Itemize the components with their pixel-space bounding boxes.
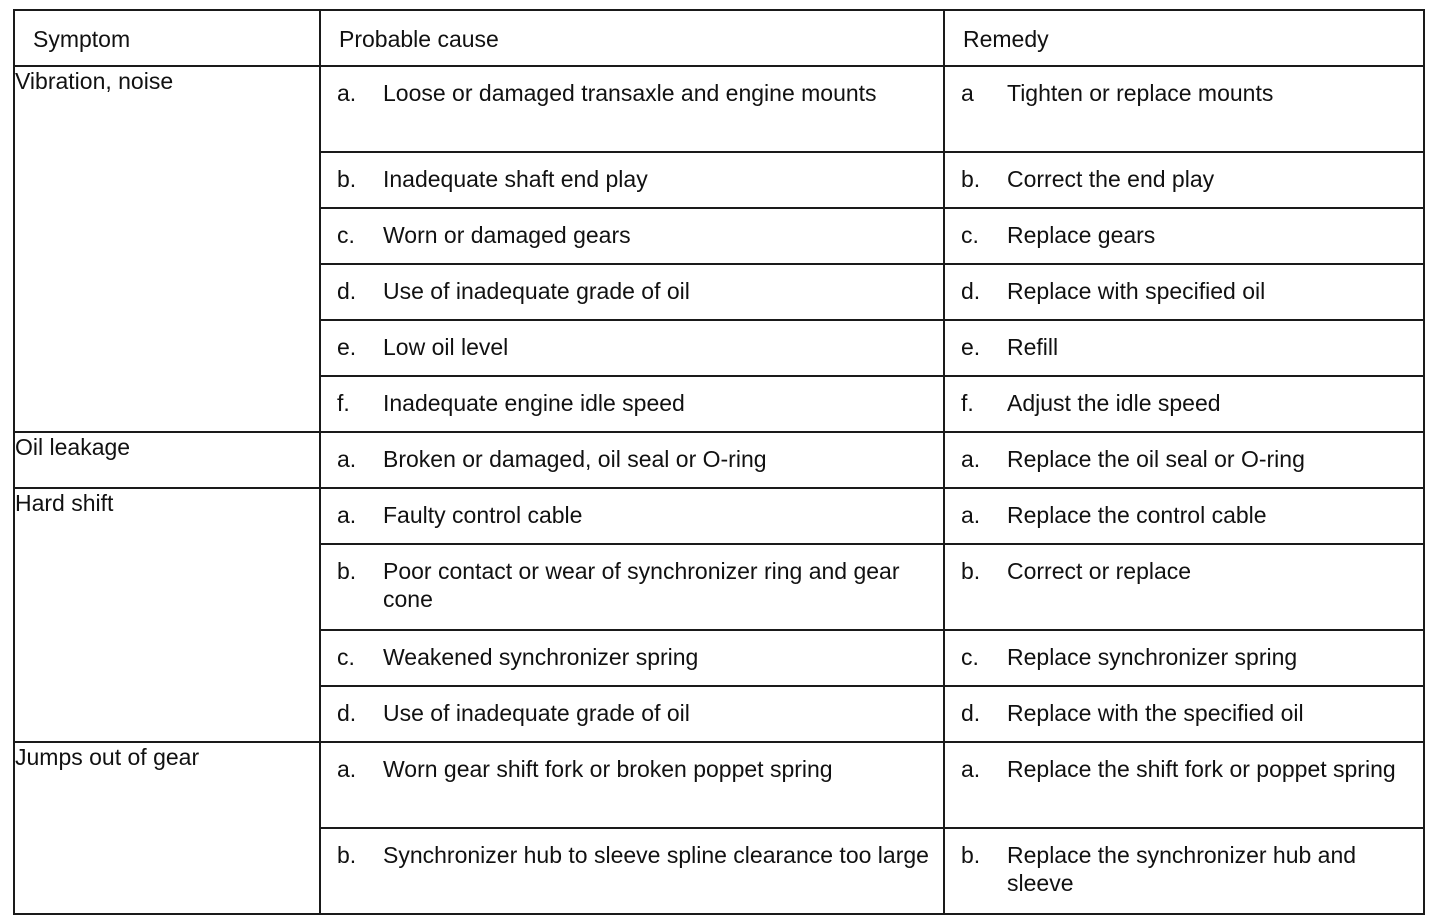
remedy-text: Replace with the specified oil: [1007, 700, 1304, 726]
remedy-cell: [944, 152, 1424, 208]
symptom-cell: Hard shift: [14, 488, 320, 742]
header-symptom: Symptom: [33, 26, 131, 52]
cause-letter: c.: [337, 222, 355, 248]
remedy-cell: [944, 742, 1424, 828]
cause-text: Use of inadequate grade of oil: [383, 700, 690, 726]
remedy-text: Replace the oil seal or O-ring: [1007, 446, 1305, 472]
remedy-text: Tighten or replace mounts: [1007, 80, 1274, 106]
table-row: [14, 66, 1424, 152]
remedy-letter: a.: [961, 756, 981, 782]
cause-cell: [320, 152, 944, 208]
table-row: [14, 742, 1424, 828]
remedy-text: Replace with specified oil: [1007, 278, 1266, 304]
troubleshooting-table: [13, 9, 1425, 915]
cause-cell: [320, 432, 944, 488]
remedy-text: Replace synchronizer spring: [1007, 644, 1298, 670]
table-row: [14, 488, 1424, 544]
cause-cell: [320, 66, 944, 152]
remedy-text: Refill: [1007, 334, 1059, 360]
cause-cell: [320, 488, 944, 544]
remedy-letter: a: [961, 80, 974, 106]
remedy-cell: [944, 208, 1424, 264]
remedy-letter: b.: [961, 842, 981, 868]
cause-text: Synchronizer hub to sleeve spline clearance too large: [383, 842, 929, 868]
header-remedy: Remedy: [963, 26, 1049, 52]
cause-text: Inadequate engine idle speed: [383, 390, 685, 416]
cause-letter: b.: [337, 166, 357, 192]
remedy-letter: b.: [961, 558, 981, 584]
cause-text: Use of inadequate grade of oil: [383, 278, 690, 304]
cause-text: Low oil level: [383, 334, 509, 360]
remedy-cell: [944, 544, 1424, 630]
remedy-letter: c.: [961, 644, 979, 670]
remedy-text: Adjust the idle speed: [1007, 390, 1221, 416]
remedy-text: Replace gears: [1007, 222, 1156, 248]
remedy-cell: [944, 264, 1424, 320]
cause-letter: e.: [337, 334, 357, 360]
remedy-cell: [944, 828, 1424, 914]
remedy-letter: c.: [961, 222, 979, 248]
remedy-letter: a.: [961, 446, 981, 472]
header-cell-cause: [320, 10, 944, 66]
cause-letter: b.: [337, 842, 357, 868]
remedy-cell: [944, 432, 1424, 488]
remedy-letter: e.: [961, 334, 981, 360]
cause-text: Faulty control cable: [383, 502, 583, 528]
cause-letter: f.: [337, 390, 350, 416]
remedy-letter: b.: [961, 166, 981, 192]
remedy-cell: [944, 630, 1424, 686]
cause-letter: d.: [337, 278, 357, 304]
cause-text: Poor contact or wear of synchronizer ring and gear cone: [383, 558, 900, 612]
cause-cell: [320, 630, 944, 686]
cause-cell: [320, 828, 944, 914]
cause-letter: c.: [337, 644, 355, 670]
cause-cell: [320, 544, 944, 630]
symptom-cell: Jumps out of gear: [14, 742, 320, 914]
symptom-cell: Oil leakage: [14, 432, 320, 488]
remedy-letter: d.: [961, 700, 981, 726]
cause-letter: a.: [337, 756, 357, 782]
cause-cell: [320, 742, 944, 828]
cause-text: Inadequate shaft end play: [383, 166, 648, 192]
header-probable-cause: Probable cause: [339, 26, 499, 52]
remedy-text: Correct the end play: [1007, 166, 1215, 192]
header-cell-symptom: [14, 10, 320, 66]
remedy-cell: [944, 66, 1424, 152]
cause-cell: [320, 320, 944, 376]
cause-letter: a.: [337, 446, 357, 472]
cause-cell: [320, 376, 944, 432]
remedy-cell: [944, 488, 1424, 544]
remedy-cell: [944, 320, 1424, 376]
cause-letter: a.: [337, 502, 357, 528]
cause-letter: b.: [337, 558, 357, 584]
cause-cell: [320, 208, 944, 264]
cause-letter: d.: [337, 700, 357, 726]
remedy-letter: f.: [961, 390, 974, 416]
cause-letter: a.: [337, 80, 357, 106]
remedy-text: Correct or replace: [1007, 558, 1192, 584]
remedy-text: Replace the shift fork or poppet spring: [1007, 756, 1396, 782]
cause-cell: [320, 264, 944, 320]
cause-cell: [320, 686, 944, 742]
symptom-cell: Vibration, noise: [14, 66, 320, 432]
cause-text: Weakened synchronizer spring: [383, 644, 699, 670]
header-cell-remedy: [944, 10, 1424, 66]
remedy-cell: [944, 686, 1424, 742]
cause-text: Worn gear shift fork or broken poppet spring: [383, 756, 833, 782]
remedy-cell: [944, 376, 1424, 432]
remedy-text: Replace the control cable: [1007, 502, 1267, 528]
cause-text: Worn or damaged gears: [383, 222, 631, 248]
cause-text: Loose or damaged transaxle and engine mounts: [383, 80, 877, 106]
table-row: [14, 432, 1424, 488]
header-row: [14, 10, 1424, 66]
remedy-letter: a.: [961, 502, 981, 528]
remedy-text: Replace the synchronizer hub and sleeve: [1007, 842, 1357, 896]
cause-text: Broken or damaged, oil seal or O-ring: [383, 446, 767, 472]
remedy-letter: d.: [961, 278, 981, 304]
